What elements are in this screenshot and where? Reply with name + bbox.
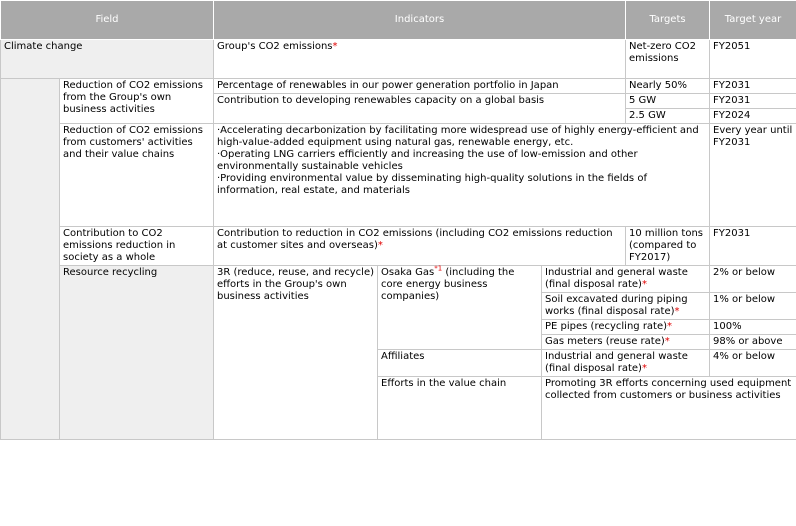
bullet-item: ·Operating LNG carriers efficiently and increasing the use of low-emission and other environmentally sustainable vehicles	[217, 149, 638, 172]
table-row	[1, 227, 796, 266]
year-cell: FY2051	[710, 40, 796, 79]
field-resource-recycling: Resource recycling	[60, 266, 214, 440]
target-cell: 2.5 GW	[626, 109, 710, 124]
org-affiliates: Affiliates	[378, 350, 542, 377]
indicator-cell: Soil excavated during piping works (final disposal rate)*	[542, 293, 710, 320]
year-cell: FY2031	[710, 227, 796, 266]
indicator-cell	[214, 124, 710, 227]
header-indicators: Indicators	[214, 1, 626, 40]
table-row	[1, 79, 796, 94]
indicator-cell: Group's CO2 emissions*	[214, 40, 626, 79]
target-cell: 2% or below	[710, 266, 796, 293]
subfield-own-activities: Reduction of CO2 emissions from the Group's own business activities	[60, 79, 214, 124]
field-spacer	[1, 79, 60, 440]
table-row	[1, 266, 796, 293]
year-cell: Every year until FY2031	[710, 124, 796, 227]
footnote-marker: *1	[434, 264, 443, 273]
indicator-cell: Industrial and general waste (final disposal rate)*	[542, 266, 710, 293]
header-row	[1, 1, 796, 40]
org-osaka-gas: Osaka Gas$^{*1}$ (including the core energy business companies)	[378, 266, 542, 350]
field-climate-change: Climate change	[1, 40, 214, 79]
indicator-cell: Contribution to reduction in CO2 emissions (including CO2 emissions reduction at customer sites and overseas)*	[214, 227, 626, 266]
year-cell: FY2031	[710, 94, 796, 109]
required-asterisk: *	[377, 240, 383, 251]
target-cell: Nearly 50%	[626, 79, 710, 94]
indicator-cell: Industrial and general waste (final disposal rate)*	[542, 350, 710, 377]
required-asterisk: *	[641, 363, 647, 374]
header-field: Field	[1, 1, 214, 40]
table-row	[1, 124, 796, 227]
year-cell: FY2024	[710, 109, 796, 124]
target-cell: 98% or above	[710, 335, 796, 350]
subfield-customers: Reduction of CO2 emissions from customers' activities and their value chains	[60, 124, 214, 227]
bullet-item: ·Providing environmental value by disseminating high-quality solutions in the fields of information, real estate, and materials	[217, 173, 647, 196]
org-value-chain: Efforts in the value chain	[378, 377, 542, 440]
subfield-society: Contribution to CO2 emissions reduction in society as a whole	[60, 227, 214, 266]
indicator-cell: Promoting 3R efforts concerning used equipment collected from customers or business activities	[542, 377, 796, 440]
required-asterisk: *	[667, 321, 673, 332]
target-cell: 100%	[710, 320, 796, 335]
header-targets: Targets	[626, 1, 710, 40]
indicator-cell: Gas meters (reuse rate)*	[542, 335, 710, 350]
year-cell: FY2031	[710, 79, 796, 94]
required-asterisk: *	[674, 306, 680, 317]
required-asterisk: *	[664, 336, 670, 347]
bullet-item: ·Accelerating decarbonization by facilitating more widespread use of highly energy-efficient and high-value-added equipment using natural gas, renewable energy, etc.	[217, 125, 699, 148]
header-target-year: Target year	[710, 1, 796, 40]
target-cell: 4% or below	[710, 350, 796, 377]
table-row	[1, 40, 796, 79]
required-asterisk: *	[641, 279, 647, 290]
indicator-cell: Percentage of renewables in our power generation portfolio in Japan	[214, 79, 626, 94]
subfield-3r-efforts: 3R (reduce, reuse, and recycle) efforts in the Group's own business activities	[214, 266, 378, 440]
target-cell: 1% or below	[710, 293, 796, 320]
target-cell: 5 GW	[626, 94, 710, 109]
required-asterisk: *	[332, 41, 338, 52]
target-cell: 10 million tons (compared to FY2017)	[626, 227, 710, 266]
indicator-cell: PE pipes (recycling rate)*	[542, 320, 710, 335]
indicator-cell: Contribution to developing renewables capacity on a global basis	[214, 94, 626, 124]
target-cell: Net-zero CO2 emissions	[626, 40, 710, 79]
